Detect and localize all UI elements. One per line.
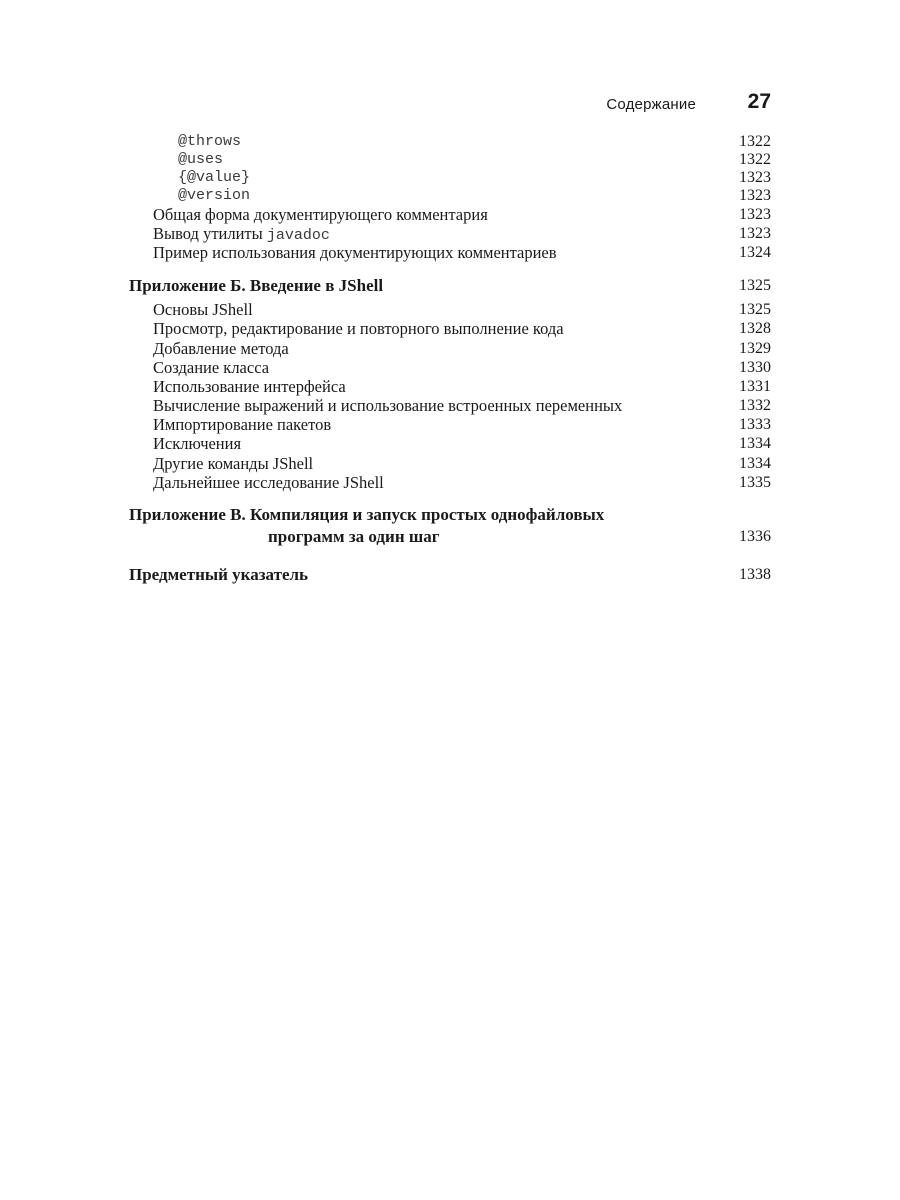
toc-heading-page: 1338 (739, 566, 771, 583)
toc-entry-label: Другие команды JShell (153, 454, 314, 473)
toc-entry-javadoc-output (0, 224, 900, 244)
toc-entry-label: Дальнейшее исследование JShell (153, 473, 384, 492)
toc-entry-page: 1334 (739, 435, 771, 452)
toc-entry-label: Создание класса (153, 358, 270, 377)
toc-entry-uses (0, 150, 900, 170)
toc-entry-throws (0, 132, 900, 152)
toc-entry-further (0, 473, 900, 493)
toc-heading-label: Приложение Б. Введение в JShell (129, 276, 384, 295)
toc-entry-use-interface (0, 377, 900, 397)
toc-entry-page: 1322 (739, 151, 771, 168)
toc-entry-label: Пример использования документирующих комментариев (153, 243, 557, 262)
running-head-title: Содержание (606, 96, 696, 113)
toc-entry-label: @uses (178, 151, 224, 168)
toc-entry-page: 1322 (739, 133, 771, 150)
toc-entry-label: {@value} (178, 169, 251, 186)
toc-entry-create-class (0, 358, 900, 378)
toc-entry-general-form (0, 205, 900, 225)
toc-entry-page: 1329 (739, 340, 771, 357)
toc-entry-exceptions (0, 434, 900, 454)
toc-entry-page: 1332 (739, 397, 771, 414)
toc-entry-page: 1328 (739, 320, 771, 337)
toc-entry-page: 1323 (739, 206, 771, 223)
toc-entry-label: Импортирование пакетов (153, 415, 332, 434)
toc-entry-label-code: javadoc (266, 227, 330, 244)
toc-entry-label: Использование интерфейса (153, 377, 346, 396)
toc-entry-label: Просмотр, редактирование и повторного выполнение кода (153, 319, 564, 338)
toc-entry-other-commands (0, 454, 900, 474)
running-head-page-number: 27 (747, 90, 771, 113)
toc-heading-page: 1325 (739, 277, 771, 294)
toc-entry-label: Основы JShell (153, 300, 253, 319)
toc-entry-page: 1323 (739, 169, 771, 186)
toc-heading-page: 1336 (739, 528, 771, 545)
toc-heading-label: программ за один шаг (268, 527, 440, 546)
toc-entry-example (0, 243, 900, 263)
toc-heading-appendix-b (0, 276, 900, 296)
toc-heading-label: Приложение В. Компиляция и запуск простых однофайловых (129, 505, 605, 524)
toc-entry-label: @version (178, 187, 251, 204)
toc-entry-label: @throws (178, 133, 242, 150)
toc-entry-label: Вычисление выражений и использование встроенных переменных (153, 396, 623, 415)
toc-entry-label-text: Вывод утилиты (153, 224, 267, 243)
toc-entry-jshell-basics (0, 300, 900, 320)
toc-entry-import-packages (0, 415, 900, 435)
toc-entry-version (0, 186, 900, 206)
toc-entry-page: 1324 (739, 244, 771, 261)
toc-entry-page: 1334 (739, 455, 771, 472)
toc-entry-page: 1323 (739, 225, 771, 242)
toc-entry-label: Добавление метода (153, 339, 289, 358)
toc-entry-value (0, 168, 900, 188)
toc-entry-page: 1325 (739, 301, 771, 318)
toc-entry-label: Исключения (153, 434, 242, 453)
toc-entry-label: Общая форма документирующего комментария (153, 205, 488, 224)
toc-heading-label: Предметный указатель (129, 565, 309, 584)
toc-entry-add-method (0, 339, 900, 359)
toc-entry-view-edit (0, 319, 900, 339)
toc-heading-appendix-v-line2 (0, 527, 900, 547)
toc-entry-page: 1331 (739, 378, 771, 395)
toc-entry-page: 1330 (739, 359, 771, 376)
toc-entry-page: 1323 (739, 187, 771, 204)
toc-entry-page: 1335 (739, 474, 771, 491)
running-head (0, 88, 900, 118)
toc-entry-page: 1333 (739, 416, 771, 433)
toc-entry-evaluate (0, 396, 900, 416)
toc-heading-index (0, 565, 900, 585)
toc-heading-appendix-v-line1 (0, 505, 900, 525)
